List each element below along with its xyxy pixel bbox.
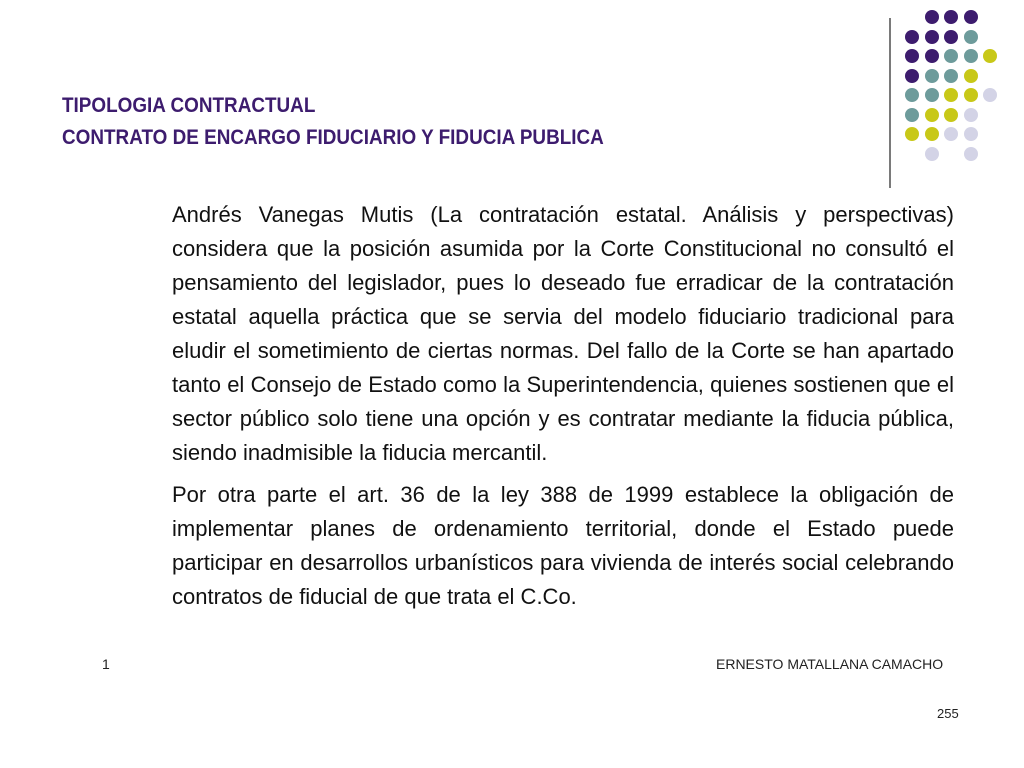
decorative-dot xyxy=(905,108,919,122)
title-line-2: CONTRATO DE ENCARGO FIDUCIARIO Y FIDUCIA PUBLICA xyxy=(62,126,604,149)
decorative-dot xyxy=(905,127,919,141)
decorative-dot xyxy=(964,108,978,122)
decorative-dot xyxy=(944,69,958,83)
page-number: 255 xyxy=(937,706,959,721)
body-paragraph-2: Por otra parte el art. 36 de la ley 388 de 1999 establece la obligación de implementar planes de ordenamiento territorial, donde el Estado puede participar en desarrollos urbanísticos para vivienda de interés social celebrando contratos de fiducial de que trata el C.Co. xyxy=(172,482,954,609)
decorative-dot xyxy=(964,30,978,44)
decorative-dot xyxy=(905,30,919,44)
decorative-dot xyxy=(925,88,939,102)
decorative-dot xyxy=(925,49,939,63)
decorative-dot xyxy=(944,10,958,24)
decorative-dot xyxy=(925,127,939,141)
footer-slide-number: 1 xyxy=(102,656,110,672)
decorative-dot-grid xyxy=(0,0,1024,200)
decorative-dot xyxy=(964,127,978,141)
decorative-dot xyxy=(964,49,978,63)
decorative-dot xyxy=(925,30,939,44)
decorative-dot xyxy=(964,147,978,161)
decorative-dot xyxy=(905,88,919,102)
decorative-dot xyxy=(964,10,978,24)
decorative-dot xyxy=(964,69,978,83)
slide-body xyxy=(172,198,954,622)
decorative-dot xyxy=(925,10,939,24)
decorative-dot xyxy=(905,69,919,83)
decorative-dot xyxy=(944,127,958,141)
footer-author: ERNESTO MATALLANA CAMACHO xyxy=(716,656,944,672)
decorative-dot xyxy=(944,108,958,122)
body-paragraph-1: Andrés Vanegas Mutis (La contratación estatal. Análisis y perspectivas) considera que la posición asumida por la Corte Constitucional no consultó el pensamiento del legislador, pues lo deseado fue erradicar de la contratación estatal aquella práctica que se servia del modelo fiduciario tradicional para eludir el sometimiento de ciertas normas. Del fallo de la Corte se han apartado tanto el Consejo de Estado como la Superintendencia, quienes sostienen que el sector público solo tiene una opción y es contratar mediante la fiducia pública, siendo inadmisible la fiducia mercantil. xyxy=(172,202,954,465)
decorative-dot xyxy=(925,108,939,122)
decorative-dot xyxy=(925,69,939,83)
decorative-dot xyxy=(983,88,997,102)
decorative-dot xyxy=(944,49,958,63)
title-line-1: TIPOLOGIA CONTRACTUAL xyxy=(62,94,316,117)
decorative-dot xyxy=(925,147,939,161)
decorative-dot xyxy=(983,49,997,63)
decorative-dot xyxy=(944,88,958,102)
decorative-dot xyxy=(905,49,919,63)
decorative-dot xyxy=(944,30,958,44)
decorative-dot xyxy=(964,88,978,102)
